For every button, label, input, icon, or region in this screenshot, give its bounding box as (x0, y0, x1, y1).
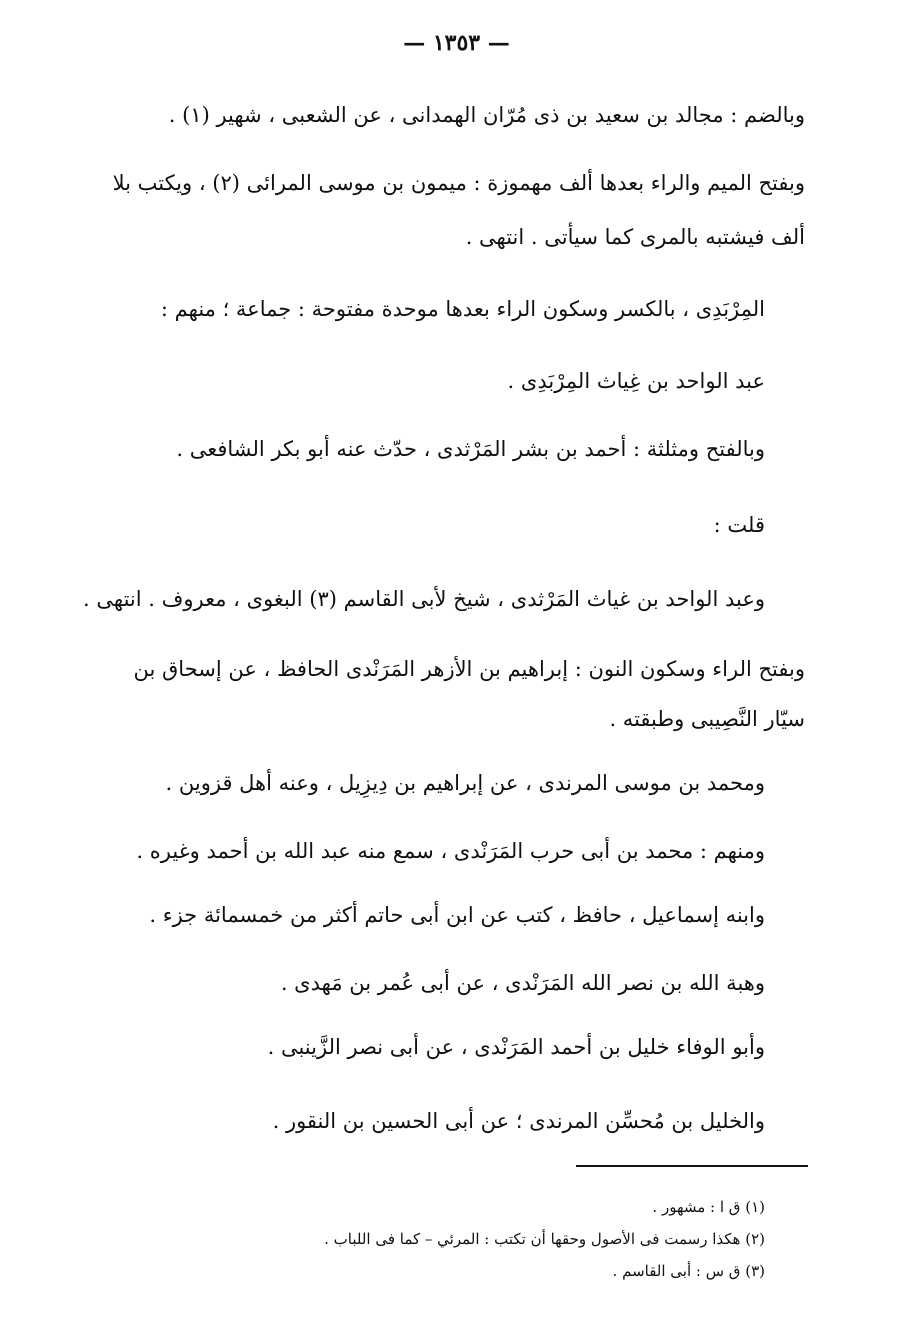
footnote-1: (١) ق ا : مشهور . (652, 1198, 765, 1216)
text-line-15: وأبو الوفاء خليل بن أحمد المَرَنْدى ، عن أبى نصر الزَّينبى . (267, 1035, 765, 1059)
footnote-2: (٢) هكذا رسمت فى الأصول وحقها أن تكتب : المرئي – كما فى اللباب . (324, 1230, 765, 1248)
footnote-divider (576, 1165, 808, 1167)
text-line-11: ومحمد بن موسى المرندى ، عن إبراهيم بن دِيزِيل ، وعنه أهل قزوين . (165, 771, 765, 795)
text-line-3: ألف فيشتبه بالمرى كما سيأتى . انتهى . (465, 225, 805, 249)
text-line-6: وبالفتح ومثلثة : أحمد بن بشر المَرْثدى ، حدّث عنه أبو بكر الشافعى . (176, 437, 765, 461)
text-line-14: وهبة الله بن نصر الله المَرَنْدى ، عن أبى عُمر بن مَهدى . (280, 971, 765, 995)
text-line-1: وبالضم : مجالد بن سعيد بن ذى مُرّان الهمدانى ، عن الشعبى ، شهير (١) . (168, 103, 805, 127)
text-line-12: ومنهم : محمد بن أبى حرب المَرَنْدى ، سمع منه عبد الله بن أحمد وغيره . (136, 839, 765, 863)
page-number: — ١٣٥٣ — (403, 30, 510, 56)
text-line-13: وابنه إسماعيل ، حافظ ، كتب عن ابن أبى حاتم أكثر من خمسمائة جزء . (149, 903, 765, 927)
text-line-7: قلت : (713, 513, 765, 537)
text-line-2: وبفتح الميم والراء بعدها ألف مهموزة : ميمون بن موسى المرائى (٢) ، ويكتب بلا (112, 171, 805, 195)
text-line-9: وبفتح الراء وسكون النون : إبراهيم بن الأزهر المَرَنْدى الحافظ ، عن إسحاق بن (133, 657, 805, 681)
text-line-10: سيّار النَّصِيبى وطبقته . (609, 707, 805, 731)
text-line-5: عبد الواحد بن غِياث المِرْبَدِى . (507, 369, 765, 393)
text-line-4: المِرْبَدِى ، بالكسر وسكون الراء بعدها موحدة مفتوحة : جماعة ؛ منهم : (160, 297, 765, 321)
text-line-8: وعبد الواحد بن غياث المَرْثدى ، شيخ لأبى القاسم (٣) البغوى ، معروف . انتهى . (83, 587, 765, 611)
text-line-16: والخليل بن مُحسِّن المرندى ؛ عن أبى الحسين بن النقور . (272, 1109, 765, 1133)
footnote-3: (٣) ق س : أبى القاسم . (612, 1262, 765, 1280)
